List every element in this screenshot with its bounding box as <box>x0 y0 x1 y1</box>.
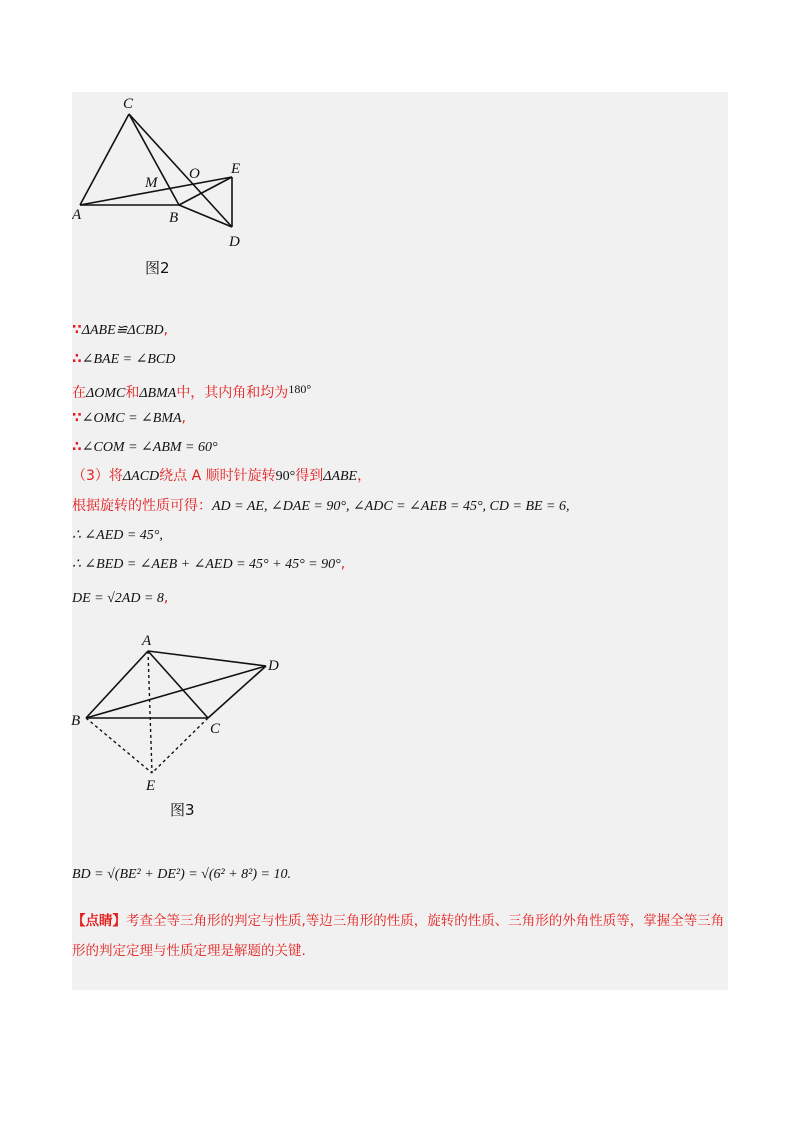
label-A: A <box>72 207 82 223</box>
figure-2 <box>72 92 292 262</box>
proof-line-5: ∴∠COM = ∠ABM = 60° <box>72 439 218 455</box>
label-B: B <box>169 210 179 226</box>
label-D: D <box>268 658 279 674</box>
proof-line-3: 在ΔOMC和ΔBMA中，其内角和均为180° <box>72 382 312 401</box>
proof-line-2: ∴∠BAE = ∠BCD <box>72 351 176 367</box>
figure-2-caption: 图2 <box>145 259 170 277</box>
label-D: D <box>229 234 240 250</box>
figure-3-diagram <box>60 628 300 798</box>
proof-line-7: 根据旋转的性质可得：AD = AE, ∠DAE = 90°, ∠ADC = ∠AEB = 45°, CD = BE = 6, <box>72 498 570 514</box>
label-C: C <box>123 96 134 112</box>
proof-line-9: ∴ ∠BED = ∠AEB + ∠AED = 45° + 45° = 90°, <box>72 556 346 572</box>
proof-line-1: ∵ΔABE≌ΔCBD, <box>72 322 169 338</box>
label-E: E <box>146 778 156 794</box>
label-M: M <box>145 175 158 191</box>
proof-line-10: DE = √2AD = 8, <box>72 590 169 606</box>
figure-3-caption: 图3 <box>170 801 195 819</box>
label-B: B <box>71 713 81 729</box>
comment-bracket: 【点睛】 <box>72 913 126 929</box>
figure-2-diagram <box>72 92 292 262</box>
label-O: O <box>189 166 200 182</box>
comment-block <box>72 906 728 966</box>
figure-3 <box>60 628 300 798</box>
proof-line-8: ∴ ∠AED = 45°, <box>72 528 163 543</box>
label-C: C <box>210 721 221 737</box>
label-E: E <box>231 161 241 177</box>
label-A: A <box>142 633 152 649</box>
proof-line-11: BD = √(BE² + DE²) = √(6² + 8²) = 10. <box>72 867 291 882</box>
proof-line-6: （3）将ΔACD绕点 A 顺时针旋转90°得到ΔABE， <box>72 468 372 484</box>
comment-text: 考查全等三角形的判定与性质,等边三角形的性质，旋转的性质、三角形的外角性质等，掌握全等三角形的判定定理与性质定理是解题的关键. <box>72 913 725 959</box>
proof-line-4: ∵∠OMC = ∠BMA, <box>72 410 186 426</box>
